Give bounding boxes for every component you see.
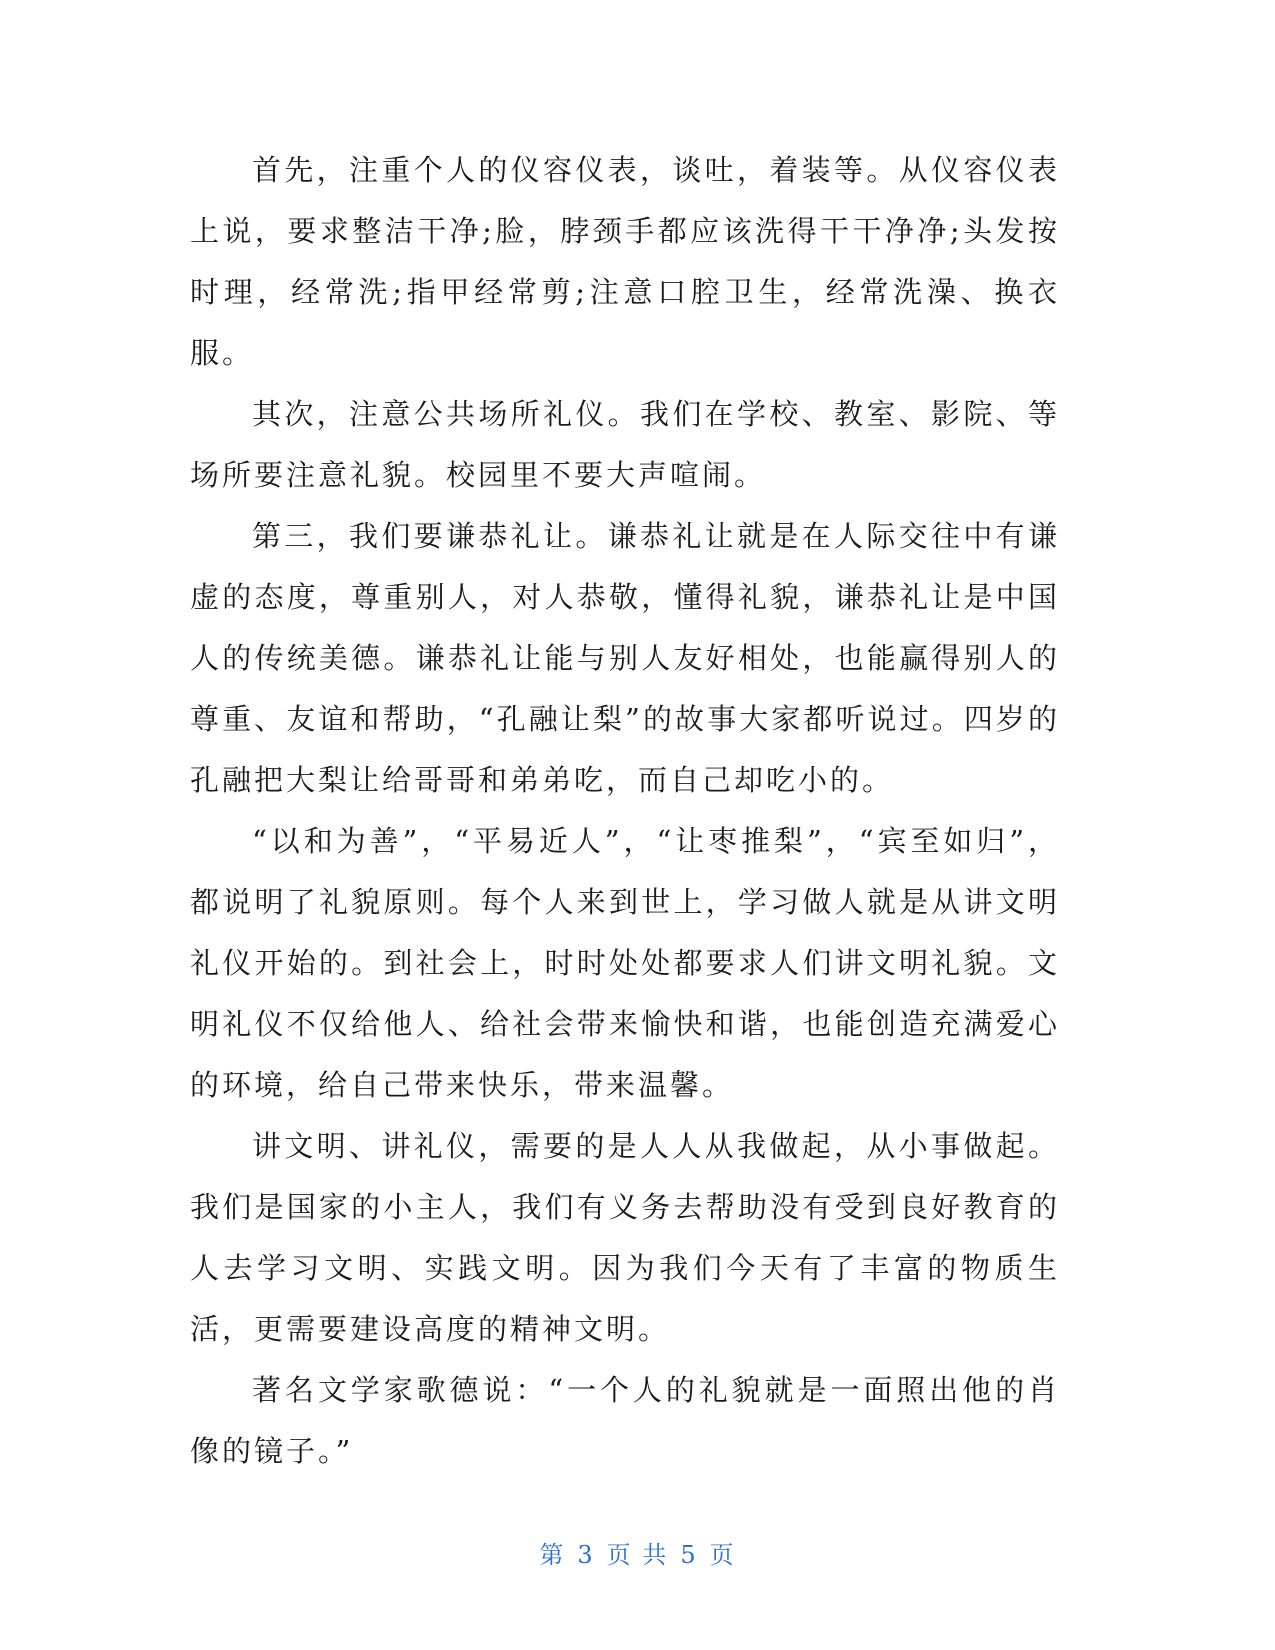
footer-suffix: 页 <box>709 1541 736 1569</box>
paragraph-goethe-quote: 著名文学家歌德说：“一个人的礼貌就是一面照出他的肖像的镜子。” <box>190 1373 1060 1468</box>
document-body <box>190 140 1060 1482</box>
page-number-footer <box>0 1535 1275 1570</box>
paragraph-courtesy-principles: “以和为善”，“平易近人”，“让枣推梨”，“宾至如归”，都说明了礼貌原则。每个人来到世上，学习做人就是从讲文明礼仪开始的。到社会上，时时处处都要求人们讲文明礼貌。文明礼仪不仅给他人、给社会带来愉快和谐，也能创造充满爱心的环境，给自己带来快乐，带来温馨。 <box>190 824 1060 1102</box>
footer-prefix: 第 <box>539 1541 566 1569</box>
paragraph-start-from-me: 讲文明、讲礼仪，需要的是人人从我做起，从小事做起。我们是国家的小主人，我们有义务去帮助没有受到良好教育的人去学习文明、实践文明。因为我们今天有了丰富的物质生活，更需要建设高度的精神文明。 <box>190 1129 1060 1346</box>
footer-total-pages: 5 <box>680 1541 698 1569</box>
footer-current-page: 3 <box>577 1541 595 1569</box>
paragraph-public-etiquette: 其次，注意公共场所礼仪。我们在学校、教室、影院、等场所要注意礼貌。校园里不要大声喧闹。 <box>190 397 1060 492</box>
paragraph-modesty: 第三，我们要谦恭礼让。谦恭礼让就是在人际交往中有谦虚的态度，尊重别人，对人恭敬，懂得礼貌，谦恭礼让是中国人的传统美德。谦恭礼让能与别人友好相处，也能赢得别人的尊重、友谊和帮助，“孔融让梨”的故事大家都听说过。四岁的孔融把大梨让给哥哥和弟弟吃，而自己却吃小的。 <box>190 519 1060 797</box>
footer-middle: 页 共 <box>606 1541 669 1569</box>
paragraph-appearance: 首先，注重个人的仪容仪表，谈吐，着装等。从仪容仪表上说，要求整洁干净;脸，脖颈手都应该洗得干干净净;头发按时理，经常洗;指甲经常剪;注意口腔卫生，经常洗澡、换衣服。 <box>190 153 1060 370</box>
